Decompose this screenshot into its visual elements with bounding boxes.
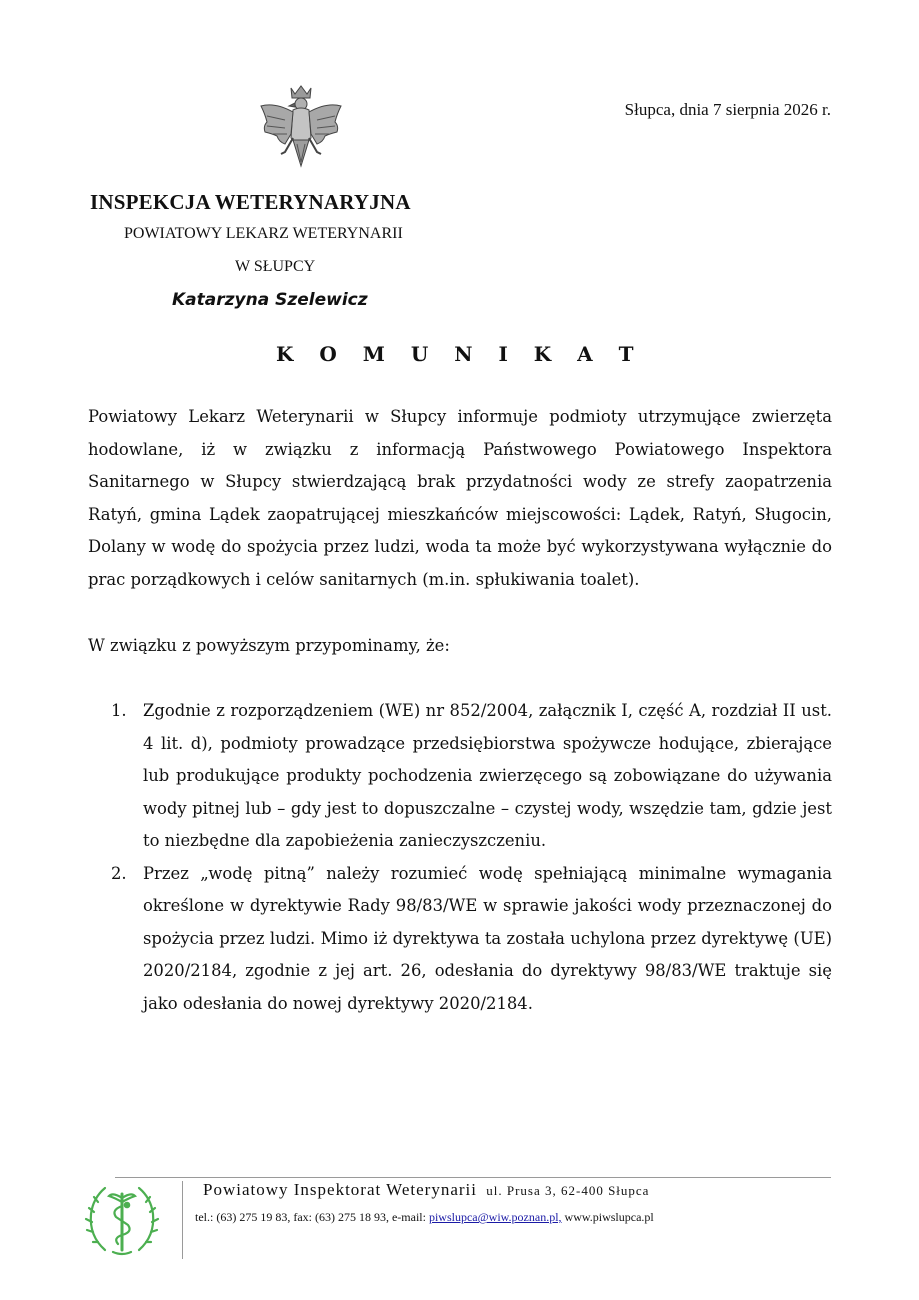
- polish-eagle-emblem-icon: [255, 82, 347, 176]
- document-date: Słupca, dnia 7 sierpnia 2026 r.: [624, 100, 831, 119]
- website-link[interactable]: www.piwslupca.pl: [561, 1210, 654, 1224]
- official-name: Katarzyna Szelewicz: [172, 290, 368, 310]
- office-title: POWIATOWY LEKARZ WETERYNARII: [124, 225, 403, 242]
- reminder-lead: W związku z powyższym przypominamy, że:: [88, 636, 450, 655]
- footer-divider: [115, 1177, 831, 1178]
- list-item-number: 1.: [111, 701, 127, 720]
- footer-organization: [203, 1180, 649, 1200]
- intro-paragraph: Powiatowy Lekarz Weterynarii w Słupcy informuje podmioty utrzymujące zwierzęta hodowlane, iż w związku z informacją Państwowego Powiatowego Inspektora Sanitarnego w Słupcy stwierdzającą brak przydatności wody ze strefy zaopatrzenia Ratyń, gmina Lądek zaopatrującej mieszkańców miejscowości: Lądek, Ratyń, Sługocin, Dolany w wodę do spożycia przez ludzi, woda ta może być wykorzystywana wyłącznie do prac porządkowych i celów sanitarnych (m.in. spłukiwania toalet).: [88, 407, 832, 589]
- footer-contact: [195, 1210, 654, 1225]
- organization-address: ul. Prusa 3, 62-400 Słupca: [486, 1183, 650, 1198]
- list-item-number: 2.: [111, 863, 127, 883]
- office-city: W SŁUPCY: [235, 258, 316, 275]
- list-item-text: Przez „wodę pitną” należy rozumieć wodę spełniającą minimalne wymagania określone w dyrektywie Rady 98/83/WE w sprawie jakości wody przeznaczonej do spożycia przez ludzi. Mimo iż dyrektywa ta została uchylona przez dyrektywę (UE) 2020/2184, zgodnie z jej art. 26, odesłania do dyrektywy 98/83/WE traktuje się jako odesłania do nowej dyrektywy 2020/2184.: [143, 863, 832, 1013]
- veterinary-caduceus-logo-icon: [83, 1180, 161, 1260]
- list-item: [88, 858, 832, 1021]
- footer-separator: [182, 1181, 183, 1259]
- list-item-text: Zgodnie z rozporządzeniem (WE) nr 852/2004, załącznik I, część A, rozdział II ust. 4 lit. d), podmioty prowadzące przedsiębiorstwa spożywcze hodujące, zbierające lub produkujące produkty pochodzenia zwierzęcego są zobowiązane do używania wody pitnej lub – gdy jest to dopuszczalne – czystej wody, wszędzie tam, gdzie jest to niezbędne dla zapobieżenia zanieczyszczeniu.: [143, 701, 832, 850]
- email-link[interactable]: piwslupca@wiw.poznan.pl,: [428, 1210, 562, 1224]
- organization-name: Powiatowy Inspektorat Weterynarii: [203, 1180, 477, 1199]
- phone-fax: tel.: (63) 275 19 83, fax: (63) 275 18 93, e-mail:: [195, 1210, 429, 1224]
- institution-name: INSPEKCJA WETERYNARYJNA: [90, 190, 411, 214]
- reminder-list: [88, 695, 832, 1020]
- list-item: [88, 695, 832, 858]
- document-title: K O M U N I K A T: [275, 342, 643, 366]
